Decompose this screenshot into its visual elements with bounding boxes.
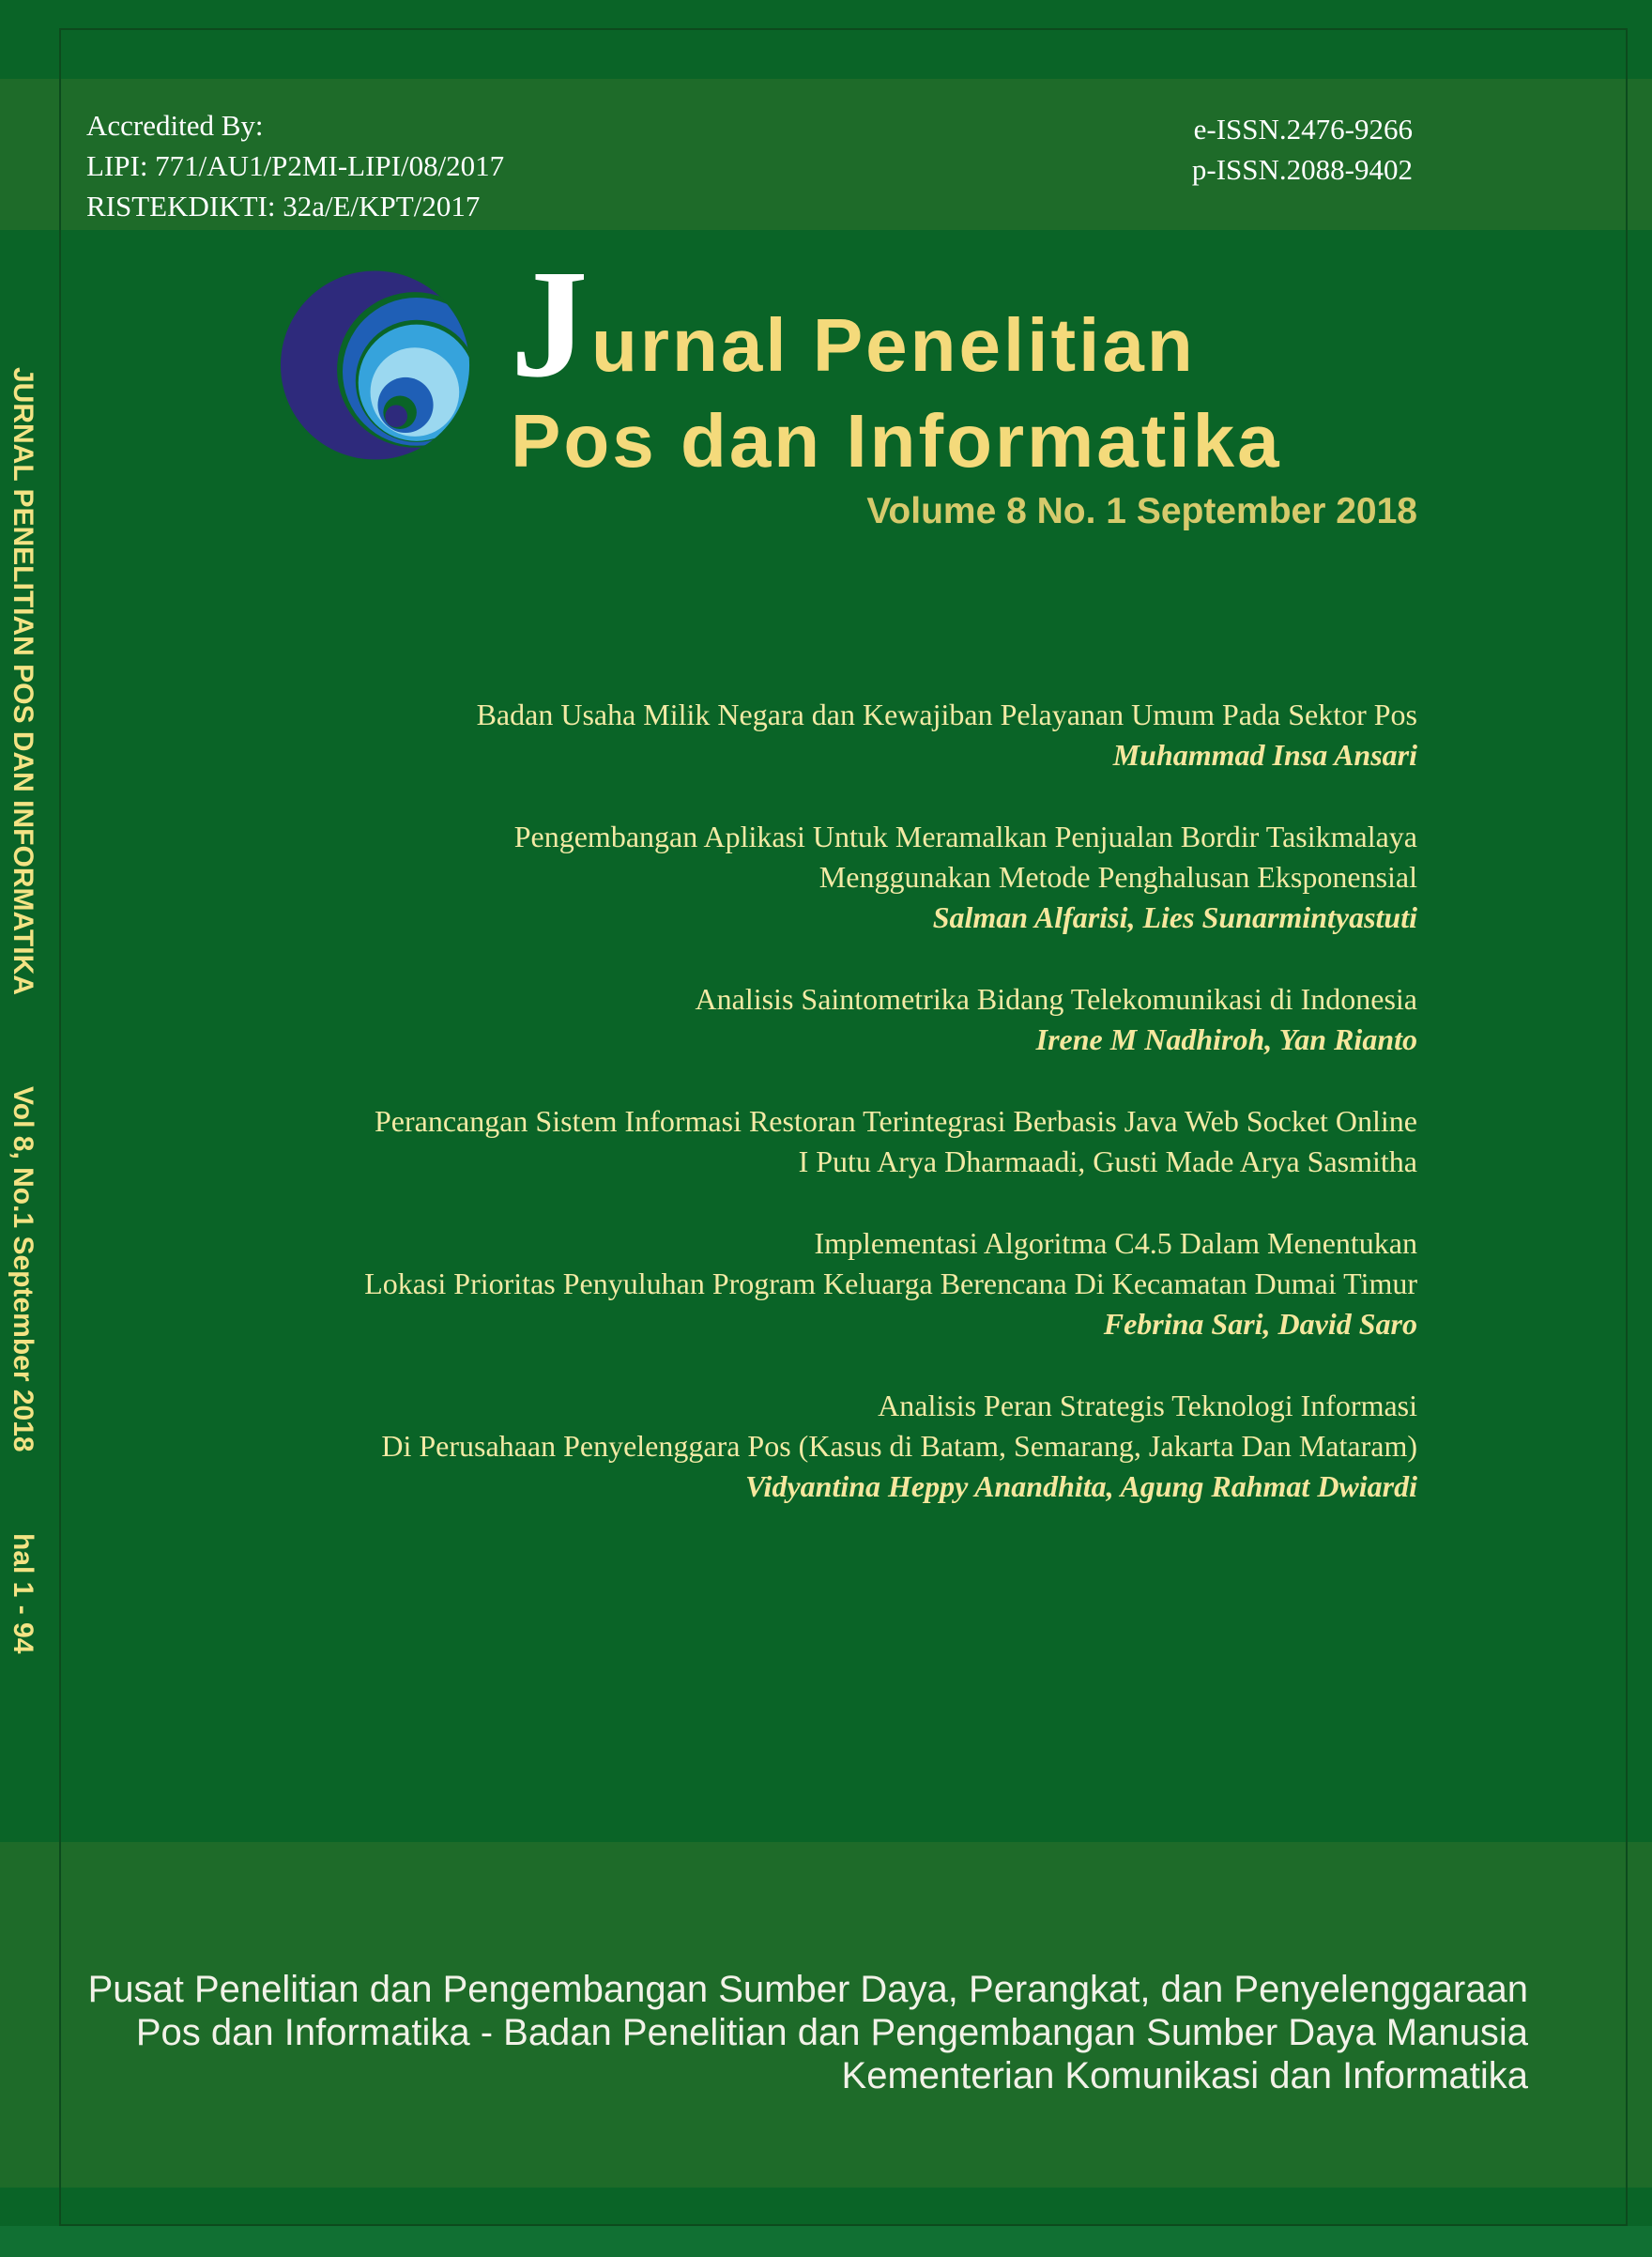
article-authors: Febrina Sari, David Saro bbox=[1103, 1307, 1417, 1341]
issue-label: Volume 8 No. 1 September 2018 bbox=[866, 491, 1417, 531]
ristekdikti-accreditation: RISTEKDIKTI: 32a/E/KPT/2017 bbox=[86, 190, 481, 223]
article-title-line: Analisis Peran Strategis Teknologi Informasi bbox=[878, 1389, 1417, 1422]
publisher-line: Pos dan Informatika - Badan Penelitian dan Pengembangan Sumber Daya Manusia bbox=[135, 2012, 1528, 2053]
article-title-line: Lokasi Prioritas Penyuluhan Program Keluarga Berencana Di Kecamatan Dumai Timur bbox=[364, 1267, 1417, 1300]
publisher-line: Pusat Penelitian dan Pengembangan Sumber Daya, Perangkat, dan Penyelenggaraan bbox=[87, 1969, 1528, 2010]
lipi-accreditation: LIPI: 771/AU1/P2MI-LIPI/08/2017 bbox=[86, 149, 505, 182]
article-title-line: Analisis Saintometrika Bidang Telekomunikasi di Indonesia bbox=[695, 982, 1417, 1016]
article-list bbox=[364, 695, 1417, 1548]
accreditation-block bbox=[86, 105, 504, 226]
spine-issue: Vol 8, No.1 September 2018 bbox=[8, 1086, 38, 1452]
p-issn: p-ISSN.2088-9402 bbox=[1191, 153, 1413, 186]
article-title-line: Implementasi Algoritma C4.5 Dalam Menentukan bbox=[814, 1226, 1417, 1260]
article-authors: Vidyantina Heppy Anandhita, Agung Rahmat Dwiardi bbox=[744, 1469, 1417, 1503]
article-title-line: Menggunakan Metode Penghalusan Eksponensial bbox=[818, 860, 1417, 894]
swirl-globe-icon bbox=[278, 267, 472, 464]
article-5 bbox=[364, 1223, 1417, 1344]
journal-title-line-1: urnal Penelitian bbox=[591, 303, 1196, 387]
article-title-line: Pengembangan Aplikasi Untuk Meramalkan Penjualan Bordir Tasikmalaya bbox=[513, 820, 1417, 853]
article-3 bbox=[364, 979, 1417, 1060]
accredited-by-label: Accredited By: bbox=[86, 109, 264, 142]
issn-block bbox=[1192, 109, 1413, 190]
spine-pages: hal 1 - 94 bbox=[8, 1533, 38, 1654]
article-authors: Irene M Nadhiroh, Yan Rianto bbox=[1035, 1022, 1417, 1056]
article-4 bbox=[364, 1101, 1417, 1182]
article-6 bbox=[364, 1386, 1417, 1507]
article-2 bbox=[364, 817, 1417, 938]
journal-title-line-2: Pos dan Informatika bbox=[511, 399, 1282, 483]
article-1 bbox=[364, 695, 1417, 775]
publisher-line: Kementerian Komunikasi dan Informatika bbox=[841, 2055, 1528, 2096]
article-authors: Muhammad Insa Ansari bbox=[1112, 738, 1417, 772]
article-authors: I Putu Arya Dharmaadi, Gusti Made Arya Sasmitha bbox=[798, 1144, 1417, 1178]
publisher-block bbox=[88, 1968, 1528, 2097]
article-title-line: Badan Usaha Milik Negara dan Kewajiban Pelayanan Umum Pada Sektor Pos bbox=[476, 698, 1417, 731]
article-authors: Salman Alfarisi, Lies Sunarmintyastuti bbox=[932, 900, 1417, 934]
e-issn: e-ISSN.2476-9266 bbox=[1193, 113, 1413, 146]
article-title-line: Di Perusahaan Penyelenggara Pos (Kasus di Batam, Semarang, Jakarta Dan Mataram) bbox=[381, 1429, 1417, 1463]
journal-title-initial: J bbox=[511, 238, 589, 409]
spine-title: JURNAL PENELITIAN POS DAN INFORMATIKA bbox=[8, 367, 38, 995]
bottom-edge-strip bbox=[0, 2226, 1652, 2257]
article-title-line: Perancangan Sistem Informasi Restoran Terintegrasi Berbasis Java Web Socket Online bbox=[374, 1104, 1417, 1138]
